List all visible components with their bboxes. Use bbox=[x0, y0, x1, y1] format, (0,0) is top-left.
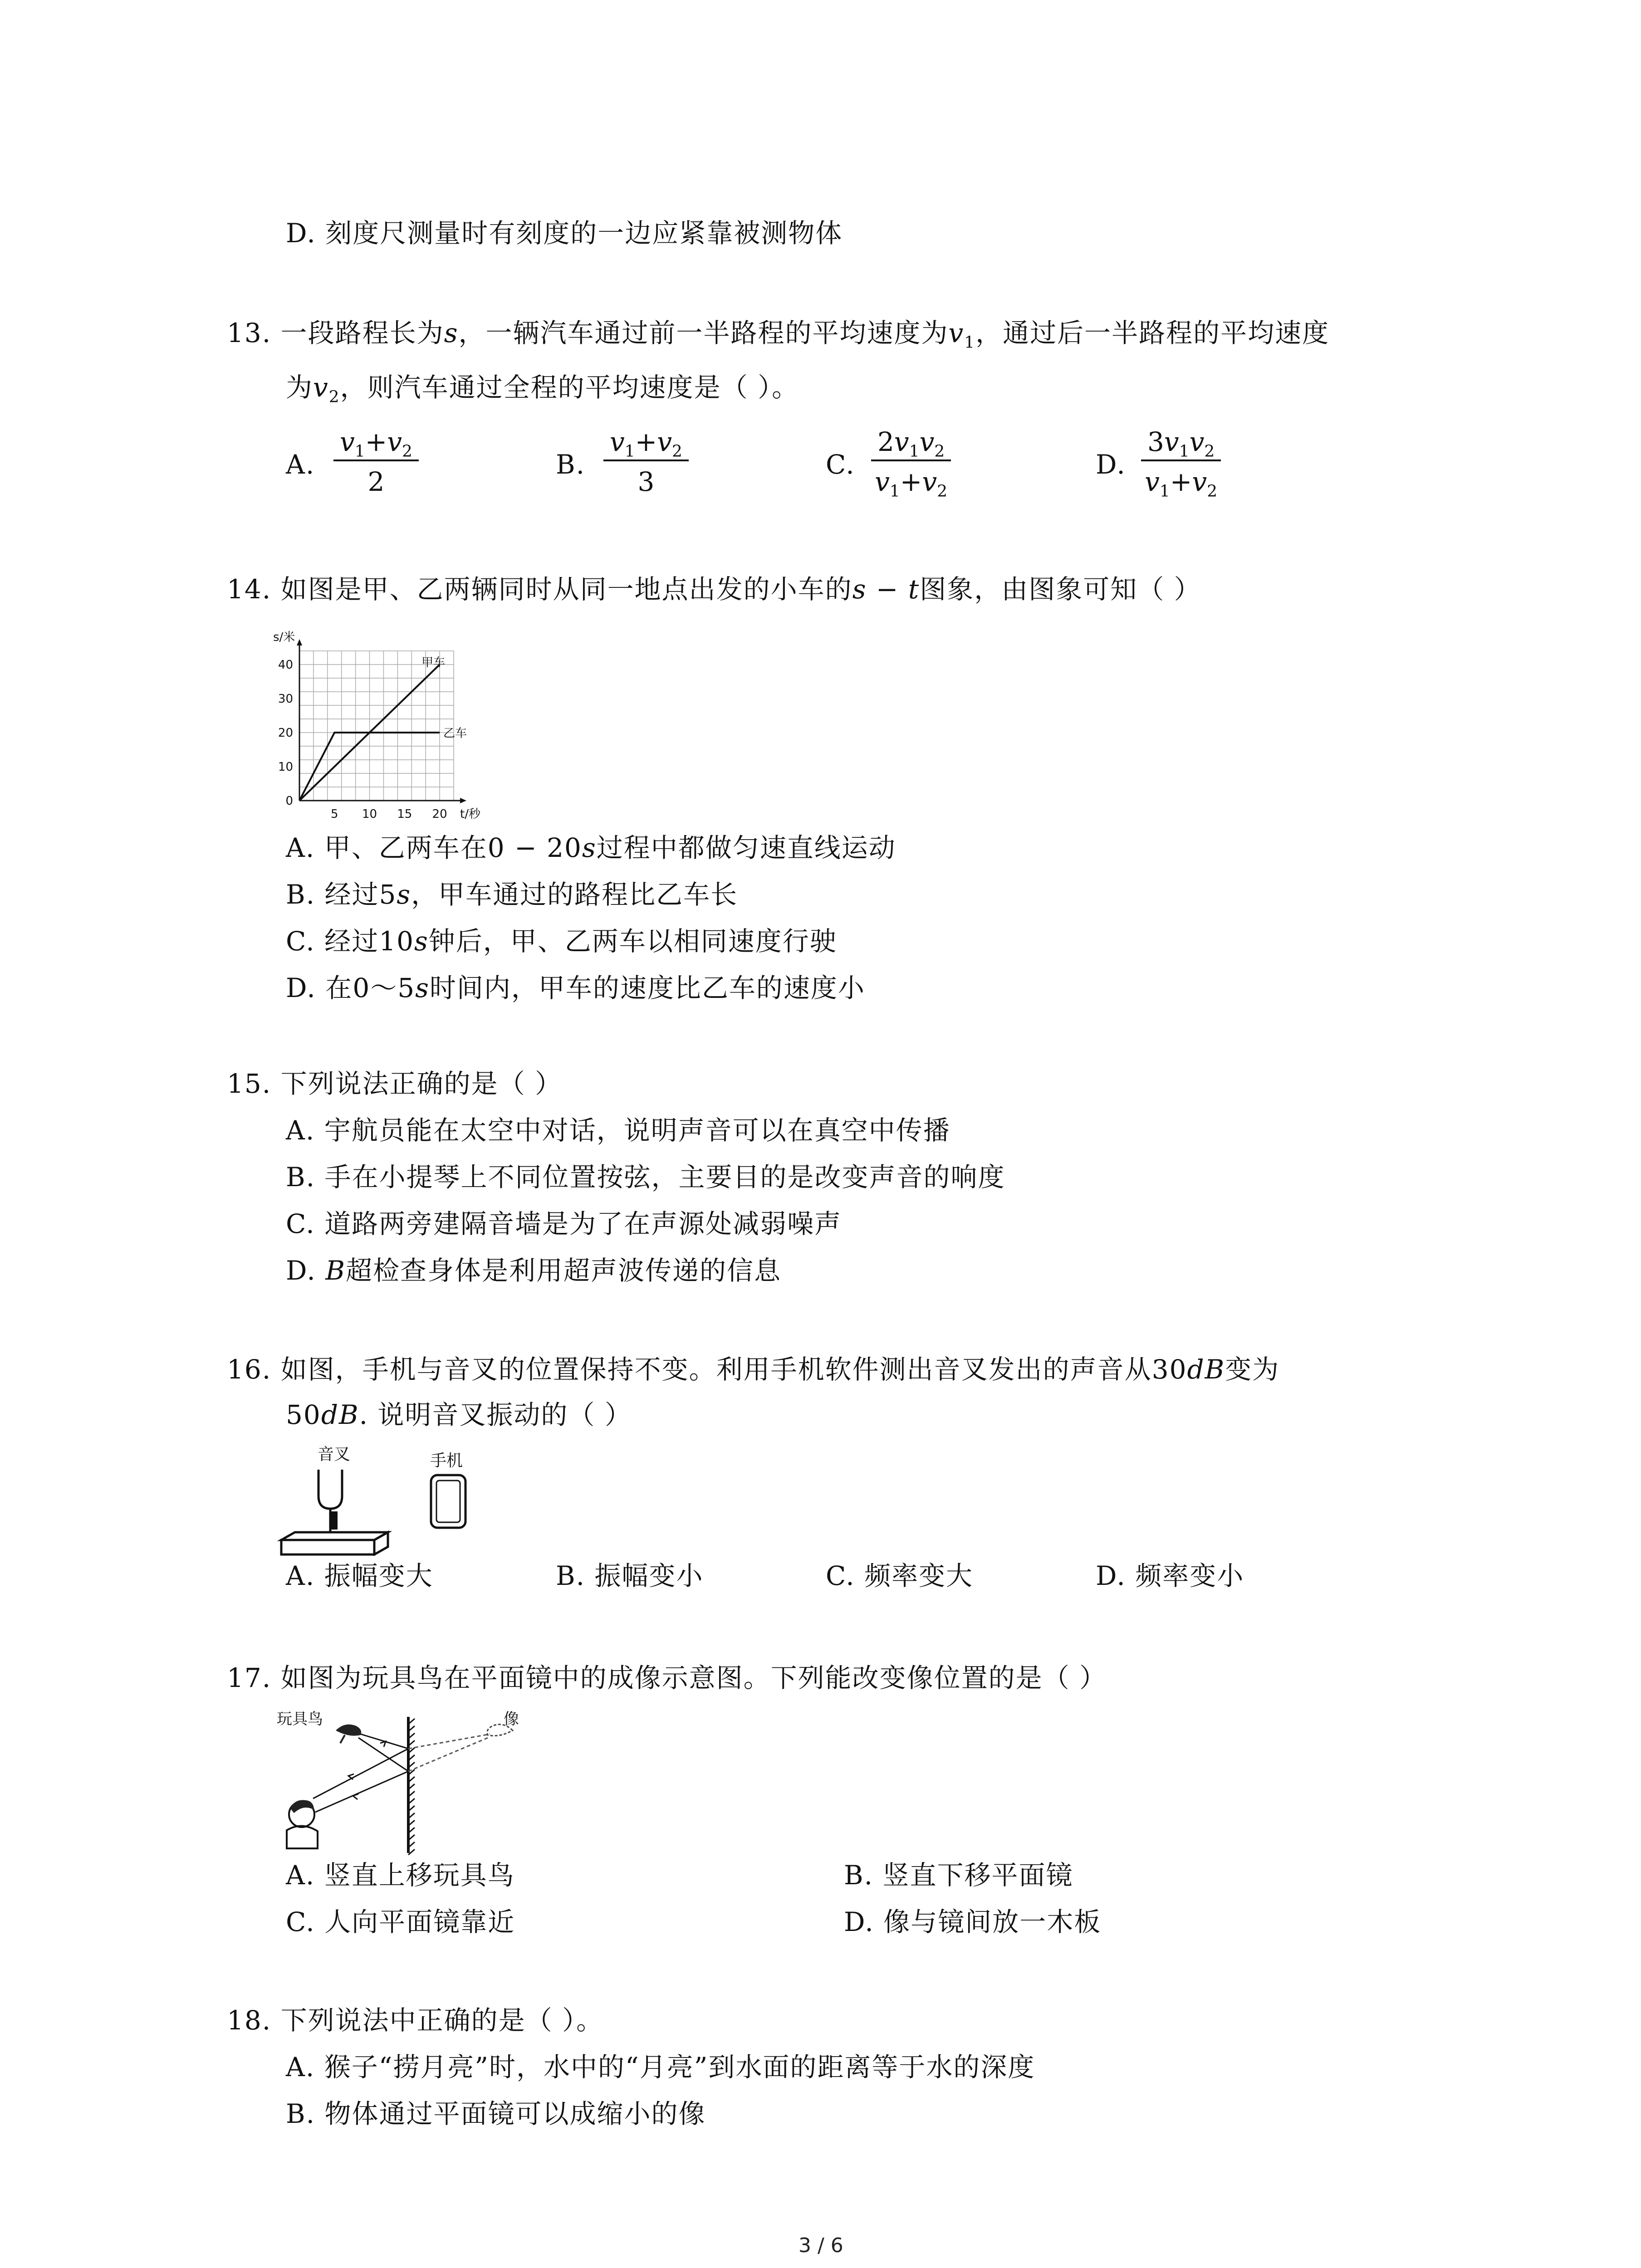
q14-option-b: B. 经过5s，甲车通过的路程比乙车长 bbox=[286, 879, 738, 910]
q14-option-d: D. 在0～5s时间内，甲车的速度比乙车的速度小 bbox=[286, 973, 865, 1003]
x-tick-label: 10 bbox=[362, 807, 377, 821]
q18-option-a: A. 猴子“捞月亮”时，水中的“月亮”到水面的距离等于水的深度 bbox=[286, 2052, 1035, 2082]
q15-stem: 15. 下列说法正确的是（ ） bbox=[227, 1068, 563, 1099]
phone-icon bbox=[431, 1475, 465, 1528]
y-tick-label: 20 bbox=[278, 726, 293, 740]
q15-option-c: C. 道路两旁建隔音墙是为了在声源处减弱噪声 bbox=[286, 1208, 842, 1239]
q17-stem: 17. 如图为玩具鸟在平面镜中的成像示意图。下列能改变像位置的是（ ） bbox=[227, 1662, 1107, 1693]
q14-st-chart bbox=[272, 621, 526, 830]
series-label-jia: 甲车 bbox=[421, 656, 446, 670]
y-tick-label: 10 bbox=[278, 760, 293, 774]
q13-option-b-fraction: $\frac{v_1+v_2}{3}$ bbox=[603, 429, 689, 495]
light-rays bbox=[313, 1734, 408, 1812]
x-tick-label: 5 bbox=[330, 807, 338, 821]
q14-stem: 14. 如图是甲、乙两辆同时从同一地点出发的小车的s − t图象，由图象可知（ ） bbox=[227, 574, 1201, 605]
q15-option-a: A. 宇航员能在太空中对话，说明声音可以在真空中传播 bbox=[286, 1115, 950, 1146]
q13-stem-line2: 为$v_2$，则汽车通过全程的平均速度是（ ）。 bbox=[286, 372, 799, 406]
y-tick-label: 0 bbox=[285, 794, 293, 808]
wood-block bbox=[281, 1532, 388, 1554]
q16-option-a: A. 振幅变大 bbox=[286, 1560, 433, 1591]
q13-option-a-label: A. bbox=[286, 449, 315, 480]
q17-option-a: A. 竖直上移玩具鸟 bbox=[286, 1860, 515, 1891]
q16-option-b: B. 振幅变小 bbox=[556, 1560, 704, 1591]
page-number: 3 / 6 bbox=[798, 2234, 843, 2257]
q13-option-d-fraction: $\frac{3v_1v_2}{v_1+v_2}$ bbox=[1141, 429, 1221, 495]
q13-option-d-label: D. bbox=[1096, 449, 1126, 480]
q14-option-c: C. 经过10s钟后，甲、乙两车以相同速度行驶 bbox=[286, 926, 837, 957]
q15-option-d: D. B超检查身体是利用超声波传递的信息 bbox=[286, 1255, 781, 1286]
x-tick-label: 15 bbox=[397, 807, 412, 821]
virtual-rays bbox=[408, 1734, 490, 1771]
q18-stem: 18. 下列说法中正确的是（ ）。 bbox=[227, 2005, 604, 2036]
q17-option-b: B. 竖直下移平面镜 bbox=[844, 1860, 1073, 1891]
x-axis-label: t/秒 bbox=[460, 807, 480, 821]
q16-stem-line2: 50dB. 说明音叉振动的（ ） bbox=[286, 1399, 632, 1430]
bird-label: 玩具鸟 bbox=[277, 1710, 323, 1728]
q16-option-d: D. 频率变小 bbox=[1096, 1560, 1244, 1591]
q16-option-c: C. 频率变大 bbox=[826, 1560, 974, 1591]
x-tick-label: 20 bbox=[432, 807, 447, 821]
y-tick-label: 40 bbox=[278, 658, 293, 672]
q17-mirror-figure bbox=[277, 1708, 531, 1857]
q17-option-d: D. 像与镜间放一木板 bbox=[844, 1906, 1102, 1937]
tuning-fork-icon bbox=[318, 1470, 342, 1533]
y-tick-label: 30 bbox=[278, 692, 293, 706]
q14-option-a: A. 甲、乙两车在0 − 20s过程中都做匀速直线运动 bbox=[286, 832, 896, 863]
q16-stem-line1: 16. 如图，手机与音叉的位置保持不变。利用手机软件测出音叉发出的声音从30dB变为 bbox=[227, 1354, 1280, 1385]
q17-option-c: C. 人向平面镜靠近 bbox=[286, 1906, 515, 1937]
q16-figure bbox=[277, 1442, 513, 1556]
fork-stand bbox=[331, 1511, 338, 1530]
person-icon bbox=[287, 1800, 318, 1848]
q15-option-b: B. 手在小提琴上不同位置按弦，主要目的是改变声音的响度 bbox=[286, 1162, 1005, 1193]
q13-stem-line1: 13. 一段路程长为s，一辆汽车通过前一半路程的平均速度为$v_1$，通过后一半路程的平均速度 bbox=[227, 318, 1330, 352]
y-axis-label: s/米 bbox=[273, 631, 295, 644]
toy-bird-icon bbox=[336, 1725, 361, 1743]
series-label-yi: 乙车 bbox=[443, 727, 467, 740]
x-axis-arrow bbox=[460, 798, 466, 803]
q13-option-b-label: B. bbox=[556, 449, 586, 480]
q13-option-c-fraction: $\frac{2v_1v_2}{v_1+v_2}$ bbox=[871, 429, 951, 495]
image-label: 像 bbox=[504, 1710, 519, 1728]
phone-label: 手机 bbox=[430, 1452, 463, 1470]
q13-option-a-fraction: $\frac{v_1+v_2}{2}$ bbox=[333, 429, 419, 495]
q12-option-d: D. 刻度尺测量时有刻度的一边应紧靠被测物体 bbox=[286, 218, 843, 249]
plane-mirror bbox=[408, 1717, 415, 1855]
y-axis-arrow bbox=[297, 639, 302, 645]
fork-label: 音叉 bbox=[318, 1445, 351, 1464]
q18-option-b: B. 物体通过平面镜可以成缩小的像 bbox=[286, 2098, 706, 2129]
q13-option-c-label: C. bbox=[826, 449, 855, 480]
